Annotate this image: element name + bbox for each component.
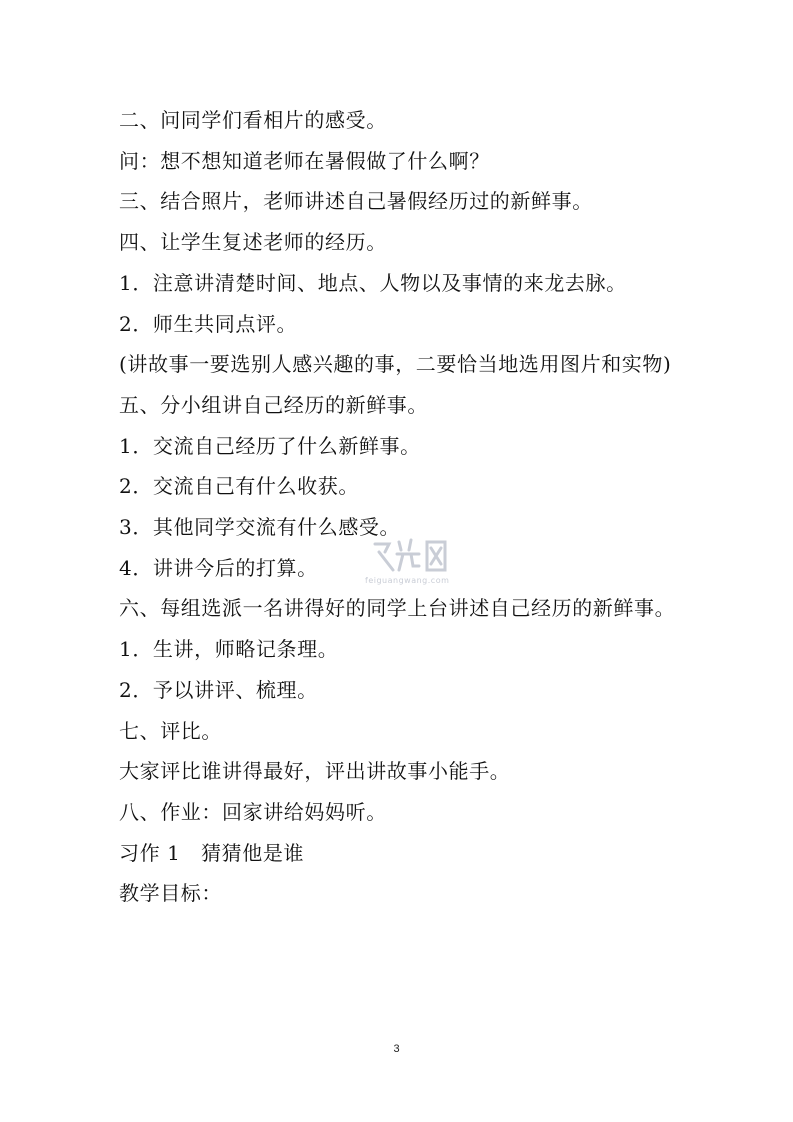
list-item: 2．交流自己有什么收获。 <box>119 474 359 499</box>
section-heading-6: 六、每组选派一名讲得好的同学上台讲述自己经历的新鲜事。 <box>119 596 676 621</box>
section-heading-8: 八、作业：回家讲给妈妈听。 <box>119 799 387 824</box>
note-paragraph: (讲故事一要选别人感兴趣的事，二要恰当地选用图片和实物) <box>119 352 672 377</box>
paragraph: 大家评比谁讲得最好，评出讲故事小能手。 <box>119 759 511 784</box>
lesson-title: 习作 1 猜猜他是谁 <box>119 840 305 865</box>
section-heading-7: 七、评比。 <box>119 718 222 743</box>
svg-text:feiguangwang.com: feiguangwang.com <box>365 576 450 585</box>
list-item: 3．其他同学交流有什么感受。 <box>119 515 401 540</box>
page-number: 3 <box>393 1043 400 1055</box>
question-line: 问：想不想知道老师在暑假做了什么啊？ <box>119 148 490 173</box>
section-heading-4: 四、让学生复述老师的经历。 <box>119 230 387 255</box>
section-heading-3: 三、结合照片，老师讲述自己暑假经历过的新鲜事。 <box>119 189 593 214</box>
objectives-heading: 教学目标： <box>119 881 222 906</box>
list-item: 4．讲讲今后的打算。 <box>119 555 318 580</box>
document-body <box>119 100 679 914</box>
list-item: 1．交流自己经历了什么新鲜事。 <box>119 433 421 458</box>
section-heading-5: 五、分小组讲自己经历的新鲜事。 <box>119 392 428 417</box>
list-item: 2．师生共同点评。 <box>119 311 298 336</box>
section-heading-2: 二、问同学们看相片的感受。 <box>119 108 387 132</box>
list-item: 1．生讲，师略记条理。 <box>119 637 339 662</box>
list-item: 1．注意讲清楚时间、地点、人物以及事情的来龙去脉。 <box>119 270 627 295</box>
list-item: 2．予以讲评、梳理。 <box>119 677 318 702</box>
